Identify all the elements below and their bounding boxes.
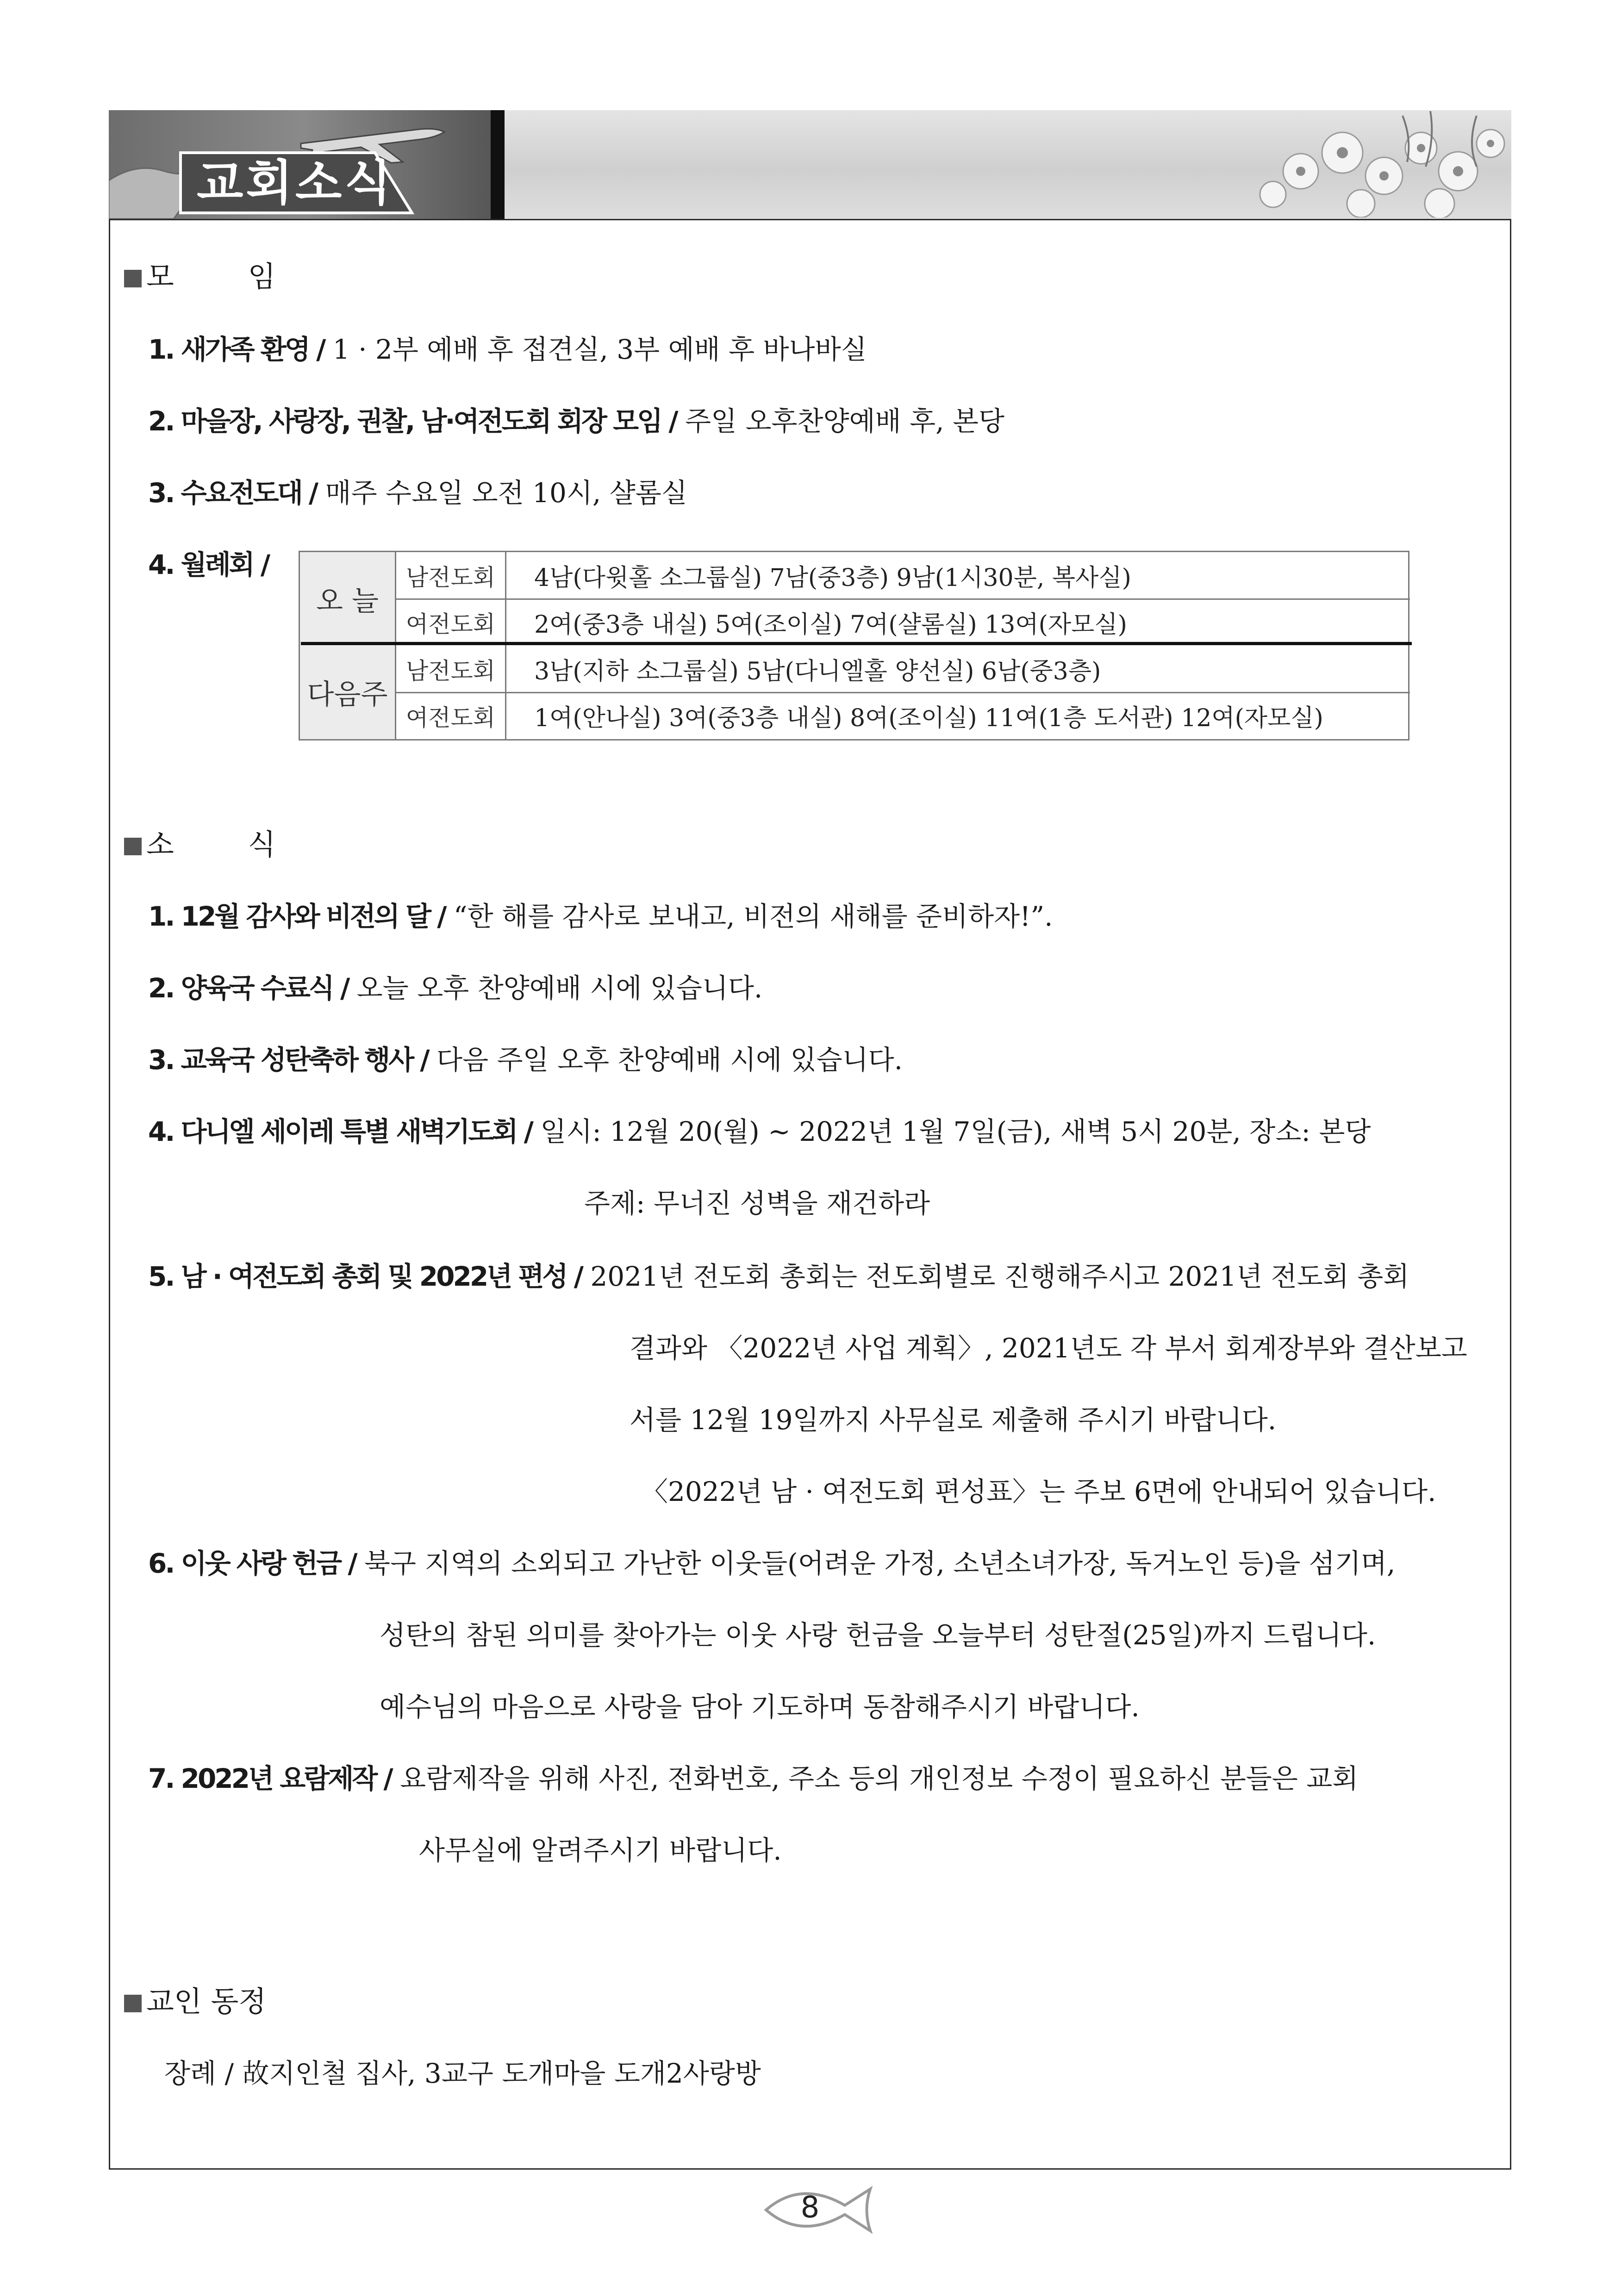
square-bullet-icon bbox=[124, 838, 142, 855]
item-text: 북구 지역의 소외되고 가난한 이웃들(어려운 가정, 소년소녀가장, 독거노인 등)을 섬기며, bbox=[355, 1548, 1396, 1579]
news-item bbox=[148, 1041, 1398, 1078]
item-text: 1 · 2부 예배 후 접견실, 3부 예배 후 바나바실 bbox=[324, 334, 867, 365]
item-label: 3. 수요전도대 / bbox=[148, 477, 317, 509]
item-text: 매주 수요일 오전 10시, 샬롬실 bbox=[317, 477, 687, 509]
heading-text: 모 임 bbox=[146, 260, 308, 293]
page-title: 교회소식 bbox=[197, 155, 394, 211]
item-text: 주일 오후찬양예배 후, 본당 bbox=[676, 405, 1005, 437]
meeting-item bbox=[148, 331, 1398, 368]
item-label: 1. 새가족 환영 / bbox=[148, 334, 324, 365]
item-label: 1. 12월 감사와 비전의 달 / bbox=[148, 901, 445, 932]
news-item bbox=[148, 898, 1398, 935]
news-item bbox=[148, 1258, 1490, 1295]
table-group-rule bbox=[301, 642, 1412, 645]
table-group-next-week: 다음주 bbox=[300, 646, 396, 739]
meeting-item bbox=[148, 403, 1398, 440]
table-cell-value: 4남(다윗홀 소그룹실) 7남(중3층) 9남(1시30분, 복사실) bbox=[534, 564, 1131, 592]
heading-text: 교인 동정 bbox=[146, 1985, 267, 2018]
item-label: 2. 마을장, 사랑장, 권찰, 남·여전도회 회장 모임 / bbox=[148, 405, 677, 437]
item-text: “한 해를 감사로 보내고, 비전의 새해를 준비하자!”. bbox=[445, 901, 1053, 932]
table-cell-value: 3남(지하 소그룹실) 5남(다니엘홀 양선실) 6남(중3층) bbox=[534, 658, 1101, 685]
meeting-item bbox=[148, 546, 296, 583]
table-cell-category: 여전도회 bbox=[396, 692, 506, 739]
section-heading-meetings bbox=[124, 258, 402, 295]
news-item-continuation: 결과와 〈2022년 사업 계획〉, 2021년도 각 부서 회계장부와 결산보고 bbox=[630, 1332, 1467, 1364]
item-label: 2. 양육국 수료식 / bbox=[148, 972, 349, 1004]
meeting-item bbox=[148, 474, 1398, 511]
table-cell-category: 남전도회 bbox=[396, 552, 506, 599]
item-label: 3. 교육국 성탄축하 행사 / bbox=[148, 1044, 428, 1076]
item-text: 다음 주일 오후 찬양예배 시에 있습니다. bbox=[428, 1044, 903, 1076]
square-bullet-icon bbox=[124, 270, 142, 287]
table-group-today: 오 늘 bbox=[300, 552, 396, 646]
news-item-continuation: 서를 12월 19일까지 사무실로 제출해 주시기 바랍니다. bbox=[630, 1404, 1277, 1436]
heading-text: 소 식 bbox=[146, 828, 308, 861]
item-label: 7. 2022년 요람제작 / bbox=[148, 1763, 392, 1794]
news-item bbox=[148, 1760, 1500, 1797]
header-divider bbox=[491, 110, 505, 219]
table-cell-category: 여전도회 bbox=[396, 599, 506, 646]
square-bullet-icon bbox=[124, 1995, 142, 2012]
item-text: 오늘 오후 찬양예배 시에 있습니다. bbox=[348, 972, 763, 1004]
news-item bbox=[148, 1113, 1398, 1150]
section-heading-news bbox=[124, 826, 402, 863]
news-item-continuation: 주제: 무너진 성벽을 재건하라 bbox=[584, 1188, 930, 1219]
flower-icon bbox=[1245, 111, 1509, 218]
meetings-table bbox=[299, 551, 1409, 740]
item-label: 4. 월례회 / bbox=[148, 549, 269, 580]
news-item-continuation: 성탄의 참된 의미를 찾아가는 이웃 사랑 헌금을 오늘부터 성탄절(25일)까지 드립니다. bbox=[380, 1619, 1376, 1651]
news-item-continuation: 사무실에 알려주시기 바랍니다. bbox=[419, 1835, 782, 1866]
table-cell-value: 2여(중3층 내실) 5여(조이실) 7여(샬롬실) 13여(자모실) bbox=[534, 611, 1127, 639]
news-item-continuation: 〈2022년 남 · 여전도회 편성표〉는 주보 6면에 안내되어 있습니다. bbox=[641, 1476, 1436, 1507]
item-text: 2021년 전도회 총회는 전도회별로 진행해주시고 2021년 전도회 총회 bbox=[581, 1261, 1409, 1292]
news-item-continuation: 예수님의 마음으로 사랑을 담아 기도하며 동참해주시기 바랍니다. bbox=[380, 1691, 1140, 1723]
item-text: 요람제작을 위해 사진, 전화번호, 주소 등의 개인정보 수정이 필요하신 분들은 교회 bbox=[391, 1763, 1359, 1794]
table-cell-category: 남전도회 bbox=[396, 646, 506, 692]
section-heading-members bbox=[124, 1983, 494, 2020]
item-label: 6. 이웃 사랑 헌금 / bbox=[148, 1548, 356, 1579]
news-item bbox=[148, 1545, 1500, 1582]
news-item bbox=[148, 970, 1398, 1007]
item-label: 4. 다니엘 세이레 특별 새벽기도회 / bbox=[148, 1116, 532, 1147]
page-number: 8 bbox=[800, 2190, 820, 2225]
members-news-text: 장례 / 故지인철 집사, 3교구 도개마을 도개2사랑방 bbox=[164, 2058, 761, 2089]
table-cell-value: 1여(안나실) 3여(중3층 내실) 8여(조이실) 11여(1층 도서관) 12여(자모실) bbox=[534, 704, 1323, 732]
item-text: 일시: 12월 20(월) ~ 2022년 1월 7일(금), 새벽 5시 20분, 장소: 본당 bbox=[531, 1116, 1371, 1147]
item-label: 5. 남 · 여전도회 총회 및 2022년 편성 / bbox=[148, 1261, 582, 1292]
